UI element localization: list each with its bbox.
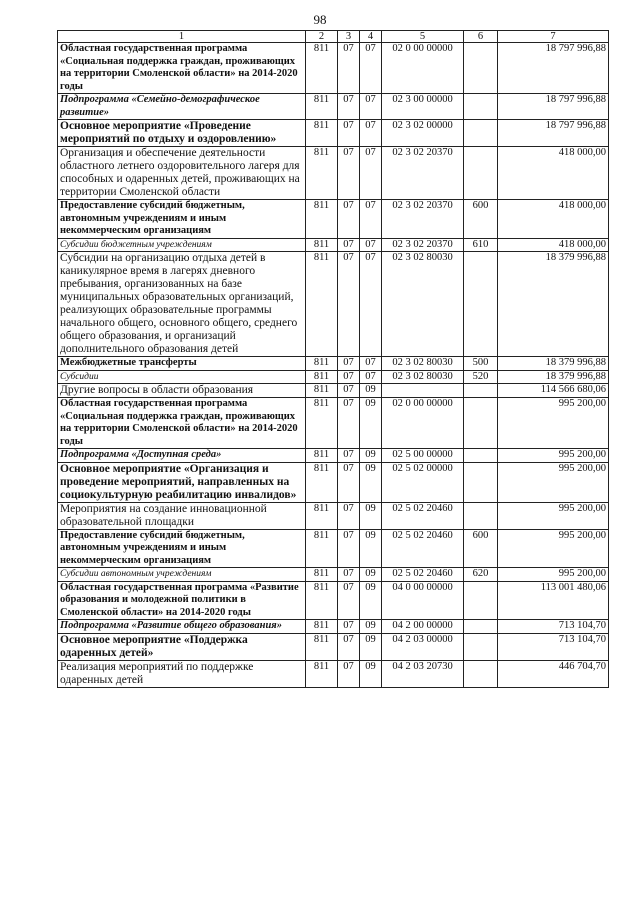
row-code-target: 02 3 02 20370 xyxy=(382,147,464,200)
row-code-subsection: 09 xyxy=(360,568,382,582)
table-row xyxy=(58,384,609,398)
row-code-admin: 811 xyxy=(306,252,338,357)
row-code-admin: 811 xyxy=(306,357,338,371)
table-row xyxy=(58,238,609,252)
row-name: Подпрограмма «Доступная среда» xyxy=(58,449,306,463)
row-name: Областная государственная программа «Социальная поддержка граждан, проживающих на территории Смоленской области» на 2014-2020 годы xyxy=(58,398,306,449)
row-name: Основное мероприятие «Поддержка одаренных детей» xyxy=(58,633,306,660)
row-code-section: 07 xyxy=(338,200,360,239)
row-code-target: 02 5 02 20460 xyxy=(382,502,464,529)
table-row xyxy=(58,94,609,120)
row-name: Подпрограмма «Семейно-демографическое развитие» xyxy=(58,94,306,120)
row-code-section: 07 xyxy=(338,398,360,449)
row-code-admin: 811 xyxy=(306,568,338,582)
row-code-section: 07 xyxy=(338,43,360,94)
row-code-subsection: 07 xyxy=(360,252,382,357)
row-code-admin: 811 xyxy=(306,502,338,529)
row-name: Субсидии автономным учреждениям xyxy=(58,568,306,582)
table-row xyxy=(58,462,609,502)
header-col-6: 6 xyxy=(464,31,498,43)
row-code-section: 07 xyxy=(338,568,360,582)
row-code-expense-type: 500 xyxy=(464,357,498,371)
row-code-admin: 811 xyxy=(306,147,338,200)
row-amount: 995 200,00 xyxy=(498,502,609,529)
row-name: Субсидии бюджетным учреждениям xyxy=(58,238,306,252)
row-amount: 418 000,00 xyxy=(498,147,609,200)
table-header-row xyxy=(58,31,609,43)
row-amount: 995 200,00 xyxy=(498,398,609,449)
row-code-target: 02 3 02 20370 xyxy=(382,200,464,239)
row-code-section: 07 xyxy=(338,94,360,120)
row-code-subsection: 09 xyxy=(360,502,382,529)
row-code-subsection: 09 xyxy=(360,633,382,660)
row-amount: 995 200,00 xyxy=(498,462,609,502)
table-row xyxy=(58,449,609,463)
row-code-target: 02 5 00 00000 xyxy=(382,449,464,463)
row-code-expense-type: 600 xyxy=(464,529,498,568)
table-row xyxy=(58,620,609,634)
row-code-section: 07 xyxy=(338,147,360,200)
row-code-expense-type: 600 xyxy=(464,200,498,239)
row-amount: 18 797 996,88 xyxy=(498,120,609,147)
row-amount: 18 379 996,88 xyxy=(498,252,609,357)
row-code-expense-type xyxy=(464,581,498,620)
header-col-1: 1 xyxy=(58,31,306,43)
row-amount: 418 000,00 xyxy=(498,238,609,252)
row-code-expense-type: 620 xyxy=(464,568,498,582)
row-amount: 113 001 480,06 xyxy=(498,581,609,620)
row-code-section: 07 xyxy=(338,660,360,687)
row-code-expense-type xyxy=(464,120,498,147)
budget-table xyxy=(57,30,609,688)
row-name: Субсидии на организацию отдыха детей в каникулярное время в лагерях дневного пребывания, организованных на базе муниципальных образовательных организаций, реализующих образовательные программы начального общего, основного общего, среднего общего образования, и организаций дополнительного образования детей xyxy=(58,252,306,357)
row-code-section: 07 xyxy=(338,357,360,371)
row-code-section: 07 xyxy=(338,529,360,568)
row-code-subsection: 07 xyxy=(360,200,382,239)
row-amount: 713 104,70 xyxy=(498,620,609,634)
row-code-target: 02 5 02 20460 xyxy=(382,529,464,568)
page-number: 98 xyxy=(313,12,327,27)
row-code-admin: 811 xyxy=(306,620,338,634)
row-code-section: 07 xyxy=(338,633,360,660)
row-code-target: 02 3 02 80030 xyxy=(382,370,464,384)
row-code-admin: 811 xyxy=(306,633,338,660)
row-code-admin: 811 xyxy=(306,462,338,502)
row-code-subsection: 07 xyxy=(360,120,382,147)
row-code-target: 02 0 00 00000 xyxy=(382,398,464,449)
row-name: Организация и обеспечение деятельности областного летнего оздоровительного лагеря для способных и одаренных детей, проживающих на территории Смоленской области xyxy=(58,147,306,200)
header-col-7: 7 xyxy=(498,31,609,43)
row-code-section: 07 xyxy=(338,238,360,252)
row-name: Областная государственная программа «Социальная поддержка граждан, проживающих на территории Смоленской области» на 2014-2020 годы xyxy=(58,43,306,94)
row-name: Другие вопросы в области образования xyxy=(58,384,306,398)
row-code-expense-type xyxy=(464,502,498,529)
row-code-subsection: 07 xyxy=(360,147,382,200)
row-amount: 114 566 680,06 xyxy=(498,384,609,398)
row-code-expense-type xyxy=(464,633,498,660)
table-row xyxy=(58,43,609,94)
row-code-expense-type xyxy=(464,94,498,120)
row-code-subsection: 09 xyxy=(360,581,382,620)
row-name: Основное мероприятие «Организация и проведение мероприятий, направленных на социокультурную реабилитацию инвалидов» xyxy=(58,462,306,502)
row-code-section: 07 xyxy=(338,462,360,502)
row-code-section: 07 xyxy=(338,620,360,634)
row-name: Предоставление субсидий бюджетным, автономным учреждениям и иным некоммерческим организациям xyxy=(58,200,306,239)
row-code-section: 07 xyxy=(338,384,360,398)
row-code-subsection: 07 xyxy=(360,370,382,384)
row-name: Основное мероприятие «Проведение мероприятий по отдыху и оздоровлению» xyxy=(58,120,306,147)
table-row xyxy=(58,357,609,371)
row-code-subsection: 07 xyxy=(360,238,382,252)
table-row xyxy=(58,370,609,384)
row-code-target xyxy=(382,384,464,398)
row-code-expense-type xyxy=(464,462,498,502)
row-code-admin: 811 xyxy=(306,384,338,398)
row-amount: 418 000,00 xyxy=(498,200,609,239)
table-row xyxy=(58,398,609,449)
row-code-expense-type: 520 xyxy=(464,370,498,384)
row-code-admin: 811 xyxy=(306,660,338,687)
row-code-target: 02 3 02 80030 xyxy=(382,252,464,357)
row-amount: 18 379 996,88 xyxy=(498,370,609,384)
row-amount: 18 379 996,88 xyxy=(498,357,609,371)
row-code-section: 07 xyxy=(338,581,360,620)
row-code-admin: 811 xyxy=(306,370,338,384)
table-row xyxy=(58,252,609,357)
row-code-expense-type xyxy=(464,398,498,449)
header-col-4: 4 xyxy=(360,31,382,43)
row-code-admin: 811 xyxy=(306,581,338,620)
row-name: Предоставление субсидий бюджетным, автономным учреждениям и иным некоммерческим организациям xyxy=(58,529,306,568)
row-name: Подпрограмма «Развитие общего образования» xyxy=(58,620,306,634)
table-row xyxy=(58,529,609,568)
row-code-expense-type xyxy=(464,147,498,200)
row-code-target: 02 3 00 00000 xyxy=(382,94,464,120)
row-code-target: 02 3 02 80030 xyxy=(382,357,464,371)
row-code-admin: 811 xyxy=(306,94,338,120)
row-code-target: 04 2 03 00000 xyxy=(382,633,464,660)
row-code-subsection: 07 xyxy=(360,43,382,94)
row-code-target: 02 3 02 20370 xyxy=(382,238,464,252)
header-col-2: 2 xyxy=(306,31,338,43)
row-code-target: 02 0 00 00000 xyxy=(382,43,464,94)
row-code-section: 07 xyxy=(338,252,360,357)
table-row xyxy=(58,660,609,687)
header-col-3: 3 xyxy=(338,31,360,43)
table-row xyxy=(58,200,609,239)
table-row xyxy=(58,120,609,147)
row-amount: 995 200,00 xyxy=(498,449,609,463)
row-code-expense-type xyxy=(464,449,498,463)
row-code-target: 04 2 00 00000 xyxy=(382,620,464,634)
table-row xyxy=(58,147,609,200)
row-code-admin: 811 xyxy=(306,398,338,449)
row-code-admin: 811 xyxy=(306,43,338,94)
row-code-admin: 811 xyxy=(306,200,338,239)
table-row xyxy=(58,581,609,620)
row-amount: 995 200,00 xyxy=(498,529,609,568)
row-code-section: 07 xyxy=(338,449,360,463)
row-code-subsection: 09 xyxy=(360,449,382,463)
row-code-admin: 811 xyxy=(306,449,338,463)
row-code-section: 07 xyxy=(338,502,360,529)
row-code-expense-type xyxy=(464,384,498,398)
table-row xyxy=(58,633,609,660)
header-col-5: 5 xyxy=(382,31,464,43)
row-amount: 18 797 996,88 xyxy=(498,43,609,94)
row-code-subsection: 09 xyxy=(360,462,382,502)
row-code-target: 02 3 02 00000 xyxy=(382,120,464,147)
row-code-expense-type xyxy=(464,620,498,634)
row-code-expense-type xyxy=(464,43,498,94)
row-code-subsection: 09 xyxy=(360,529,382,568)
row-code-subsection: 09 xyxy=(360,660,382,687)
row-code-target: 04 0 00 00000 xyxy=(382,581,464,620)
row-amount: 446 704,70 xyxy=(498,660,609,687)
row-amount: 713 104,70 xyxy=(498,633,609,660)
table-row xyxy=(58,502,609,529)
row-code-subsection: 09 xyxy=(360,384,382,398)
row-code-target: 02 5 02 00000 xyxy=(382,462,464,502)
table-row xyxy=(58,568,609,582)
row-code-target: 04 2 03 20730 xyxy=(382,660,464,687)
row-code-expense-type: 610 xyxy=(464,238,498,252)
row-amount: 18 797 996,88 xyxy=(498,94,609,120)
row-code-subsection: 07 xyxy=(360,357,382,371)
row-code-section: 07 xyxy=(338,120,360,147)
row-code-subsection: 09 xyxy=(360,398,382,449)
row-code-admin: 811 xyxy=(306,120,338,147)
row-code-subsection: 07 xyxy=(360,94,382,120)
row-code-admin: 811 xyxy=(306,238,338,252)
row-name: Субсидии xyxy=(58,370,306,384)
row-amount: 995 200,00 xyxy=(498,568,609,582)
row-name: Областная государственная программа «Развитие образования и молодежной политики в Смоленской области» на 2014-2020 годы xyxy=(58,581,306,620)
row-code-target: 02 5 02 20460 xyxy=(382,568,464,582)
row-code-section: 07 xyxy=(338,370,360,384)
row-name: Межбюджетные трансферты xyxy=(58,357,306,371)
row-code-admin: 811 xyxy=(306,529,338,568)
row-code-subsection: 09 xyxy=(360,620,382,634)
row-name: Реализация мероприятий по поддержке одаренных детей xyxy=(58,660,306,687)
row-code-expense-type xyxy=(464,660,498,687)
row-name: Мероприятия на создание инновационной образовательной площадки xyxy=(58,502,306,529)
row-code-expense-type xyxy=(464,252,498,357)
